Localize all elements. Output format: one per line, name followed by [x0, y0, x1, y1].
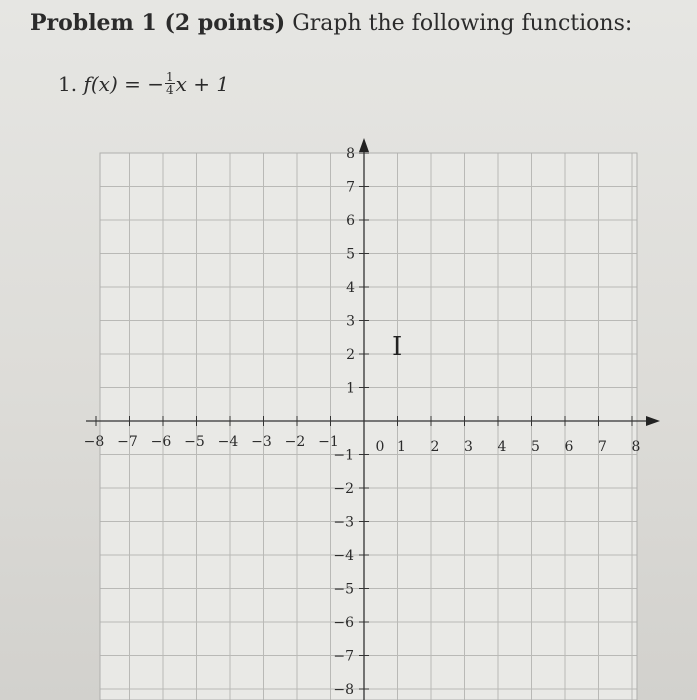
y-tick-label: −8	[333, 682, 354, 698]
x-tick-label: 5	[531, 439, 540, 455]
y-tick-label: −6	[333, 615, 354, 631]
problem-instruction: Graph the following functions:	[292, 11, 633, 36]
y-tick-label: 6	[346, 213, 355, 229]
x-tick-label: 7	[598, 439, 607, 455]
fraction-denominator: 4	[165, 83, 174, 97]
y-tick-label: 3	[346, 313, 355, 330]
y-tick-label: −4	[333, 548, 354, 564]
x-tick-label: −3	[251, 434, 272, 450]
x-tick-label: −8	[83, 434, 105, 450]
x-tick-label: 6	[564, 439, 574, 455]
y-tick-label: −3	[333, 514, 354, 531]
y-tick-label: −7	[333, 648, 354, 665]
problem-title: Problem 1 (2 points)	[30, 10, 286, 36]
x-tick-label: 2	[430, 439, 440, 455]
y-tick-label: 1	[346, 380, 355, 397]
y-tick-label: −1	[333, 447, 354, 464]
grid-paper	[100, 153, 637, 700]
fraction-numerator: 1	[165, 70, 174, 84]
x-tick-label: −5	[184, 434, 205, 450]
x-tick-label: −4	[217, 434, 239, 450]
y-tick-label: 2	[346, 347, 355, 363]
x-axis-arrow	[646, 416, 660, 426]
y-tick-label: 8	[346, 146, 355, 162]
x-tick-label: −1	[318, 434, 339, 450]
y-axis-arrow	[359, 138, 369, 152]
x-tick-label: 0	[375, 439, 385, 455]
y-tick-label: −5	[333, 581, 354, 598]
x-tick-label: 1	[397, 439, 406, 455]
y-tick-label: 5	[346, 246, 355, 263]
x-tick-label: 4	[497, 439, 507, 455]
x-tick-label: −6	[150, 434, 172, 450]
y-tick-label: 4	[346, 280, 355, 296]
function-lhs: f(x) = −	[83, 72, 164, 96]
item-number: 1.	[58, 72, 78, 96]
y-tick-label: −2	[333, 481, 354, 497]
text-cursor-icon: I	[392, 332, 403, 362]
function-rhs: x + 1	[175, 72, 230, 96]
y-tick-label: 7	[346, 179, 355, 196]
x-tick-label: −7	[117, 434, 138, 450]
x-tick-label: 8	[631, 439, 641, 455]
x-tick-label: 3	[464, 439, 473, 455]
x-tick-label: −2	[284, 434, 306, 450]
